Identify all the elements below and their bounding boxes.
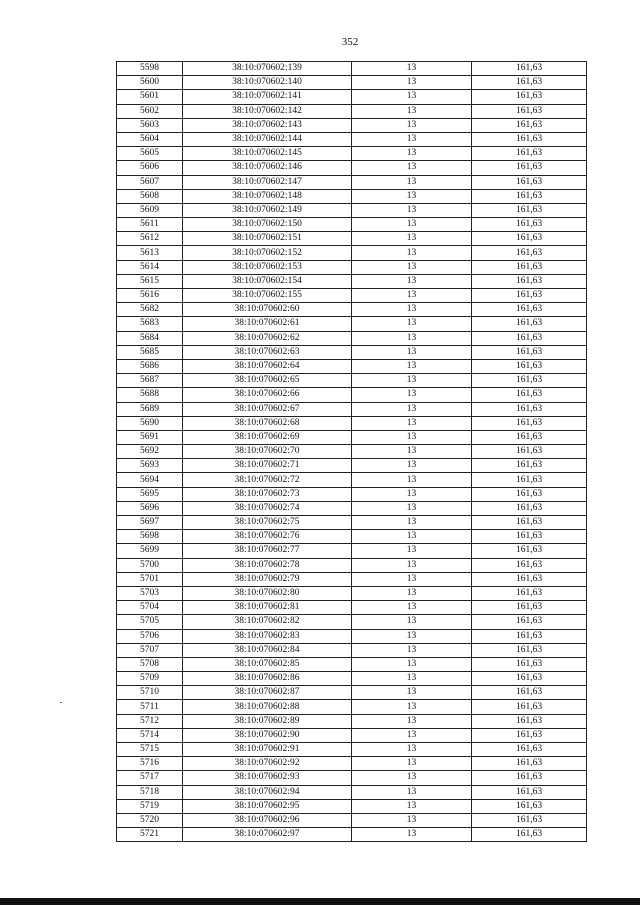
row-number-cell: 5602 xyxy=(117,104,183,118)
row-number-cell: 5719 xyxy=(117,799,183,813)
table-row xyxy=(117,743,587,757)
table-row xyxy=(117,558,587,572)
table-row xyxy=(117,274,587,288)
area-cell: 161,63 xyxy=(472,289,587,303)
area-cell: 161,63 xyxy=(472,104,587,118)
area-cell: 161,63 xyxy=(472,771,587,785)
area-cell: 161,63 xyxy=(472,374,587,388)
share-cell: 13 xyxy=(352,572,472,586)
page-number: 352 xyxy=(341,36,359,48)
row-number-cell: 5703 xyxy=(117,586,183,600)
row-number-cell: 5690 xyxy=(117,416,183,430)
row-number-cell: 5606 xyxy=(117,161,183,175)
table-row xyxy=(117,232,587,246)
row-number-cell: 5709 xyxy=(117,672,183,686)
area-cell: 161,63 xyxy=(472,501,587,515)
area-cell: 161,63 xyxy=(472,586,587,600)
cadastral-number-cell: 38:10:070602:97 xyxy=(183,828,352,842)
share-cell: 13 xyxy=(352,785,472,799)
row-number-cell: 5696 xyxy=(117,501,183,515)
row-number-cell: 5609 xyxy=(117,203,183,217)
area-cell: 161,63 xyxy=(472,132,587,146)
area-cell: 161,63 xyxy=(472,232,587,246)
row-number-cell: 5605 xyxy=(117,147,183,161)
share-cell: 13 xyxy=(352,218,472,232)
row-number-cell: 5614 xyxy=(117,260,183,274)
registry-table xyxy=(116,61,587,842)
share-cell: 13 xyxy=(352,388,472,402)
share-cell: 13 xyxy=(352,345,472,359)
table-row xyxy=(117,615,587,629)
area-cell: 161,63 xyxy=(472,147,587,161)
cadastral-number-cell: 38:10:070602:86 xyxy=(183,672,352,686)
cadastral-number-cell: 38:10:070602:82 xyxy=(183,615,352,629)
row-number-cell: 5704 xyxy=(117,601,183,615)
share-cell: 13 xyxy=(352,402,472,416)
table-row xyxy=(117,303,587,317)
share-cell: 13 xyxy=(352,813,472,827)
cadastral-number-cell: 38:10:070602:75 xyxy=(183,516,352,530)
area-cell: 161,63 xyxy=(472,813,587,827)
area-cell: 161,63 xyxy=(472,260,587,274)
table-row xyxy=(117,771,587,785)
row-number-cell: 5611 xyxy=(117,218,183,232)
table-row xyxy=(117,317,587,331)
table-row xyxy=(117,657,587,671)
table-row xyxy=(117,487,587,501)
area-cell: 161,63 xyxy=(472,516,587,530)
row-number-cell: 5691 xyxy=(117,430,183,444)
cadastral-number-cell: 38:10:070602:66 xyxy=(183,388,352,402)
cadastral-number-cell: 38:10:070602:88 xyxy=(183,700,352,714)
share-cell: 13 xyxy=(352,430,472,444)
cadastral-number-cell: 38:10:070602:151 xyxy=(183,232,352,246)
area-cell: 161,63 xyxy=(472,416,587,430)
share-cell: 13 xyxy=(352,189,472,203)
share-cell: 13 xyxy=(352,317,472,331)
row-number-cell: 5603 xyxy=(117,118,183,132)
cadastral-number-cell: 38:10:070602:63 xyxy=(183,345,352,359)
table-row xyxy=(117,700,587,714)
cadastral-number-cell: 38:10:070602:140 xyxy=(183,76,352,90)
cadastral-number-cell: 38:10:070602:93 xyxy=(183,771,352,785)
cadastral-number-cell: 38:10:070602:65 xyxy=(183,374,352,388)
share-cell: 13 xyxy=(352,601,472,615)
table-row xyxy=(117,813,587,827)
table-row xyxy=(117,430,587,444)
share-cell: 13 xyxy=(352,516,472,530)
table-row xyxy=(117,828,587,842)
share-cell: 13 xyxy=(352,445,472,459)
cadastral-number-cell: 38:10:070602:153 xyxy=(183,260,352,274)
cadastral-number-cell: 38:10:070602:72 xyxy=(183,473,352,487)
cadastral-number-cell: 38:10:070602:78 xyxy=(183,558,352,572)
cadastral-number-cell: 38:10:070602:143 xyxy=(183,118,352,132)
share-cell: 13 xyxy=(352,459,472,473)
area-cell: 161,63 xyxy=(472,544,587,558)
area-cell: 161,63 xyxy=(472,487,587,501)
share-cell: 13 xyxy=(352,118,472,132)
area-cell: 161,63 xyxy=(472,317,587,331)
share-cell: 13 xyxy=(352,544,472,558)
area-cell: 161,63 xyxy=(472,118,587,132)
table-row xyxy=(117,260,587,274)
table-row xyxy=(117,161,587,175)
cadastral-number-cell: 38:10:070602:60 xyxy=(183,303,352,317)
area-cell: 161,63 xyxy=(472,445,587,459)
row-number-cell: 5693 xyxy=(117,459,183,473)
row-number-cell: 5706 xyxy=(117,629,183,643)
row-number-cell: 5686 xyxy=(117,359,183,373)
share-cell: 13 xyxy=(352,246,472,260)
cadastral-number-cell: 38:10:070602:70 xyxy=(183,445,352,459)
area-cell: 161,63 xyxy=(472,189,587,203)
share-cell: 13 xyxy=(352,714,472,728)
area-cell: 161,63 xyxy=(472,657,587,671)
row-number-cell: 5689 xyxy=(117,402,183,416)
share-cell: 13 xyxy=(352,303,472,317)
share-cell: 13 xyxy=(352,501,472,515)
cadastral-number-cell: 38:10:070602:152 xyxy=(183,246,352,260)
table-row xyxy=(117,345,587,359)
table-row xyxy=(117,728,587,742)
cadastral-number-cell: 38:10:070602:139 xyxy=(183,62,352,76)
table-row xyxy=(117,218,587,232)
cadastral-number-cell: 38:10:070602:91 xyxy=(183,743,352,757)
table-row xyxy=(117,359,587,373)
row-number-cell: 5607 xyxy=(117,175,183,189)
share-cell: 13 xyxy=(352,629,472,643)
row-number-cell: 5616 xyxy=(117,289,183,303)
row-number-cell: 5705 xyxy=(117,615,183,629)
share-cell: 13 xyxy=(352,672,472,686)
area-cell: 161,63 xyxy=(472,686,587,700)
table-row xyxy=(117,388,587,402)
share-cell: 13 xyxy=(352,586,472,600)
row-number-cell: 5720 xyxy=(117,813,183,827)
share-cell: 13 xyxy=(352,799,472,813)
area-cell: 161,63 xyxy=(472,76,587,90)
area-cell: 161,63 xyxy=(472,402,587,416)
row-number-cell: 5699 xyxy=(117,544,183,558)
row-number-cell: 5711 xyxy=(117,700,183,714)
row-number-cell: 5694 xyxy=(117,473,183,487)
table-row xyxy=(117,402,587,416)
cadastral-number-cell: 38:10:070602:90 xyxy=(183,728,352,742)
table-row xyxy=(117,62,587,76)
row-number-cell: 5717 xyxy=(117,771,183,785)
row-number-cell: 5698 xyxy=(117,530,183,544)
share-cell: 13 xyxy=(352,728,472,742)
table-row xyxy=(117,516,587,530)
table-row xyxy=(117,445,587,459)
cadastral-number-cell: 38:10:070602:67 xyxy=(183,402,352,416)
row-number-cell: 5685 xyxy=(117,345,183,359)
area-cell: 161,63 xyxy=(472,728,587,742)
row-number-cell: 5700 xyxy=(117,558,183,572)
row-number-cell: 5684 xyxy=(117,331,183,345)
area-cell: 161,63 xyxy=(472,246,587,260)
table-row xyxy=(117,246,587,260)
cadastral-number-cell: 38:10:070602:142 xyxy=(183,104,352,118)
row-number-cell: 5692 xyxy=(117,445,183,459)
area-cell: 161,63 xyxy=(472,359,587,373)
cadastral-number-cell: 38:10:070602:84 xyxy=(183,643,352,657)
area-cell: 161,63 xyxy=(472,530,587,544)
area-cell: 161,63 xyxy=(472,430,587,444)
table-row xyxy=(117,459,587,473)
table-row xyxy=(117,132,587,146)
share-cell: 13 xyxy=(352,62,472,76)
row-number-cell: 5714 xyxy=(117,728,183,742)
share-cell: 13 xyxy=(352,90,472,104)
cadastral-number-cell: 38:10:070602:87 xyxy=(183,686,352,700)
share-cell: 13 xyxy=(352,274,472,288)
share-cell: 13 xyxy=(352,643,472,657)
row-number-cell: 5715 xyxy=(117,743,183,757)
table-row xyxy=(117,289,587,303)
cadastral-number-cell: 38:10:070602:69 xyxy=(183,430,352,444)
share-cell: 13 xyxy=(352,232,472,246)
row-number-cell: 5718 xyxy=(117,785,183,799)
row-number-cell: 5608 xyxy=(117,189,183,203)
area-cell: 161,63 xyxy=(472,572,587,586)
cadastral-number-cell: 38:10:070602:94 xyxy=(183,785,352,799)
cadastral-number-cell: 38:10:070602:64 xyxy=(183,359,352,373)
table-row xyxy=(117,629,587,643)
area-cell: 161,63 xyxy=(472,757,587,771)
table-row xyxy=(117,643,587,657)
cadastral-number-cell: 38:10:070602:61 xyxy=(183,317,352,331)
cadastral-number-cell: 38:10:070602:79 xyxy=(183,572,352,586)
area-cell: 161,63 xyxy=(472,799,587,813)
row-number-cell: 5695 xyxy=(117,487,183,501)
area-cell: 161,63 xyxy=(472,672,587,686)
share-cell: 13 xyxy=(352,147,472,161)
row-number-cell: 5697 xyxy=(117,516,183,530)
area-cell: 161,63 xyxy=(472,388,587,402)
cadastral-number-cell: 38:10:070602:154 xyxy=(183,274,352,288)
row-number-cell: 5687 xyxy=(117,374,183,388)
share-cell: 13 xyxy=(352,743,472,757)
area-cell: 161,63 xyxy=(472,785,587,799)
share-cell: 13 xyxy=(352,374,472,388)
share-cell: 13 xyxy=(352,828,472,842)
area-cell: 161,63 xyxy=(472,331,587,345)
table-row xyxy=(117,147,587,161)
table-row xyxy=(117,90,587,104)
cadastral-number-cell: 38:10:070602:85 xyxy=(183,657,352,671)
area-cell: 161,63 xyxy=(472,218,587,232)
bottom-edge-rule xyxy=(0,898,640,905)
table-row xyxy=(117,374,587,388)
area-cell: 161,63 xyxy=(472,175,587,189)
cadastral-number-cell: 38:10:070602:149 xyxy=(183,203,352,217)
row-number-cell: 5707 xyxy=(117,643,183,657)
area-cell: 161,63 xyxy=(472,274,587,288)
row-number-cell: 5721 xyxy=(117,828,183,842)
share-cell: 13 xyxy=(352,473,472,487)
area-cell: 161,63 xyxy=(472,601,587,615)
area-cell: 161,63 xyxy=(472,828,587,842)
row-number-cell: 5708 xyxy=(117,657,183,671)
cadastral-number-cell: 38:10:070602:144 xyxy=(183,132,352,146)
row-number-cell: 5598 xyxy=(117,62,183,76)
cadastral-number-cell: 38:10:070602:155 xyxy=(183,289,352,303)
table-row xyxy=(117,530,587,544)
share-cell: 13 xyxy=(352,161,472,175)
table-row xyxy=(117,189,587,203)
table-body xyxy=(117,62,587,842)
row-number-cell: 5600 xyxy=(117,76,183,90)
area-cell: 161,63 xyxy=(472,345,587,359)
table-row xyxy=(117,331,587,345)
row-number-cell: 5682 xyxy=(117,303,183,317)
area-cell: 161,63 xyxy=(472,629,587,643)
share-cell: 13 xyxy=(352,686,472,700)
table-row xyxy=(117,544,587,558)
cadastral-number-cell: 38:10:070602:96 xyxy=(183,813,352,827)
table-row xyxy=(117,416,587,430)
cadastral-number-cell: 38:10:070602:147 xyxy=(183,175,352,189)
area-cell: 161,63 xyxy=(472,90,587,104)
row-number-cell: 5601 xyxy=(117,90,183,104)
cadastral-number-cell: 38:10:070602:81 xyxy=(183,601,352,615)
row-number-cell: 5615 xyxy=(117,274,183,288)
row-number-cell: 5604 xyxy=(117,132,183,146)
table-row xyxy=(117,473,587,487)
area-cell: 161,63 xyxy=(472,615,587,629)
table-row xyxy=(117,686,587,700)
share-cell: 13 xyxy=(352,359,472,373)
area-cell: 161,63 xyxy=(472,203,587,217)
cadastral-number-cell: 38:10:070602:73 xyxy=(183,487,352,501)
area-cell: 161,63 xyxy=(472,714,587,728)
area-cell: 161,63 xyxy=(472,558,587,572)
share-cell: 13 xyxy=(352,657,472,671)
table-row xyxy=(117,714,587,728)
table-row xyxy=(117,785,587,799)
table-row xyxy=(117,572,587,586)
table-row xyxy=(117,175,587,189)
cadastral-number-cell: 38:10:070602:92 xyxy=(183,757,352,771)
share-cell: 13 xyxy=(352,558,472,572)
share-cell: 13 xyxy=(352,331,472,345)
share-cell: 13 xyxy=(352,104,472,118)
margin-speck xyxy=(60,702,62,703)
share-cell: 13 xyxy=(352,700,472,714)
area-cell: 161,63 xyxy=(472,62,587,76)
table-row xyxy=(117,757,587,771)
cadastral-number-cell: 38:10:070602:141 xyxy=(183,90,352,104)
area-cell: 161,63 xyxy=(472,161,587,175)
share-cell: 13 xyxy=(352,487,472,501)
row-number-cell: 5710 xyxy=(117,686,183,700)
cadastral-number-cell: 38:10:070602:148 xyxy=(183,189,352,203)
cadastral-number-cell: 38:10:070602:71 xyxy=(183,459,352,473)
table-row xyxy=(117,104,587,118)
cadastral-number-cell: 38:10:070602:62 xyxy=(183,331,352,345)
area-cell: 161,63 xyxy=(472,473,587,487)
share-cell: 13 xyxy=(352,416,472,430)
share-cell: 13 xyxy=(352,132,472,146)
cadastral-number-cell: 38:10:070602:145 xyxy=(183,147,352,161)
table-row xyxy=(117,501,587,515)
area-cell: 161,63 xyxy=(472,700,587,714)
share-cell: 13 xyxy=(352,175,472,189)
area-cell: 161,63 xyxy=(472,643,587,657)
share-cell: 13 xyxy=(352,757,472,771)
cadastral-number-cell: 38:10:070602:80 xyxy=(183,586,352,600)
share-cell: 13 xyxy=(352,615,472,629)
share-cell: 13 xyxy=(352,203,472,217)
table-row xyxy=(117,76,587,90)
table-row xyxy=(117,203,587,217)
share-cell: 13 xyxy=(352,771,472,785)
cadastral-number-cell: 38:10:070602:74 xyxy=(183,501,352,515)
table-row xyxy=(117,601,587,615)
row-number-cell: 5701 xyxy=(117,572,183,586)
cadastral-number-cell: 38:10:070602:76 xyxy=(183,530,352,544)
table-row xyxy=(117,672,587,686)
row-number-cell: 5613 xyxy=(117,246,183,260)
cadastral-number-cell: 38:10:070602:68 xyxy=(183,416,352,430)
area-cell: 161,63 xyxy=(472,303,587,317)
cadastral-number-cell: 38:10:070602:83 xyxy=(183,629,352,643)
row-number-cell: 5688 xyxy=(117,388,183,402)
cadastral-number-cell: 38:10:070602:150 xyxy=(183,218,352,232)
cadastral-number-cell: 38:10:070602:146 xyxy=(183,161,352,175)
area-cell: 161,63 xyxy=(472,743,587,757)
row-number-cell: 5683 xyxy=(117,317,183,331)
row-number-cell: 5612 xyxy=(117,232,183,246)
share-cell: 13 xyxy=(352,289,472,303)
cadastral-number-cell: 38:10:070602:77 xyxy=(183,544,352,558)
cadastral-number-cell: 38:10:070602:89 xyxy=(183,714,352,728)
share-cell: 13 xyxy=(352,530,472,544)
share-cell: 13 xyxy=(352,76,472,90)
row-number-cell: 5712 xyxy=(117,714,183,728)
table-row xyxy=(117,118,587,132)
row-number-cell: 5716 xyxy=(117,757,183,771)
table-row xyxy=(117,799,587,813)
cadastral-number-cell: 38:10:070602:95 xyxy=(183,799,352,813)
share-cell: 13 xyxy=(352,260,472,274)
table-row xyxy=(117,586,587,600)
area-cell: 161,63 xyxy=(472,459,587,473)
